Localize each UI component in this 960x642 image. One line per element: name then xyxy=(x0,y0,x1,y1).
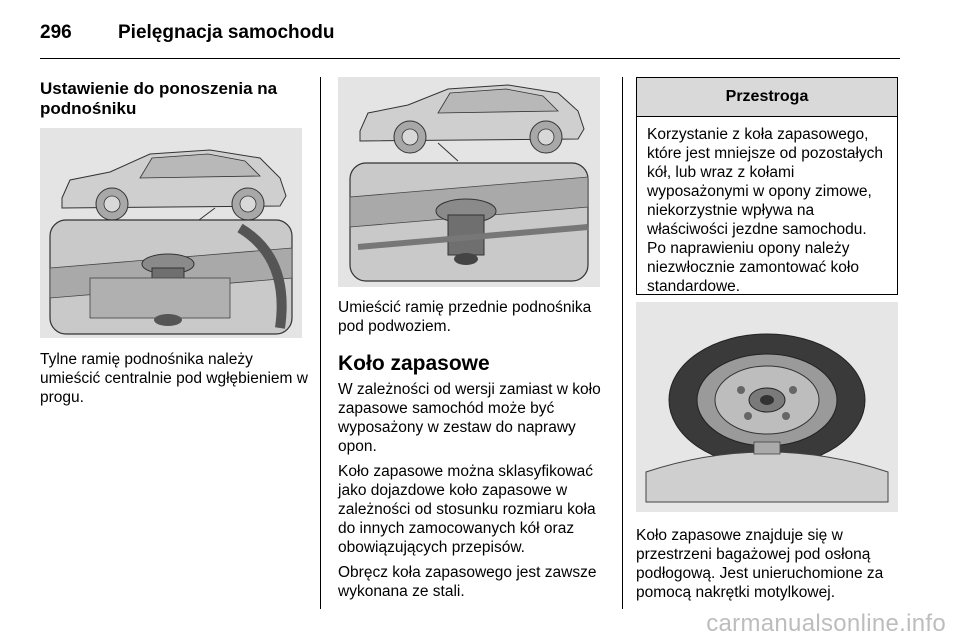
page-number: 296 xyxy=(40,22,72,43)
spare-wheel-location-caption: Koło zapasowe znajduje się w przestrzeni bagażowej pod osłoną podłogową. Jest unieruchomione za pomocą nakrętki motylkowej. xyxy=(636,527,884,601)
car-lift-front-figure xyxy=(338,77,600,287)
spare-wheel-figure xyxy=(636,302,898,512)
column-divider-1 xyxy=(320,77,321,609)
rear-lift-caption: Tylne ramię podnośnika należy umieścić centralnie pod wgłębieniem w progu. xyxy=(40,351,308,406)
chapter-title: Pielęgnacja samochodu xyxy=(118,22,335,43)
spare-wheel-para-1: W zależności od wersji zamiast w koło zapasowe samochód może być wyposażony w zestaw do naprawy opon. xyxy=(338,381,601,455)
caution-text: Korzystanie z koła zapasowego, które jest mniejsze od pozostałych kół, lub wraz z kołami wyposażonymi w opony zimowe, niekorzystnie wpływa na właściwości jezdne samochodu. Po naprawieniu opony należy niezwłocznie zamontować koło standardowe. xyxy=(647,126,884,295)
car-lift-rear-figure xyxy=(40,128,302,338)
page-header xyxy=(40,14,900,59)
left-caption xyxy=(40,350,310,407)
column-divider-2 xyxy=(622,77,623,609)
spare-wheel-para-2: Koło zapasowe można sklasyfikować jako dojazdowe koło zapasowe w zależności od stosunku rozmiaru koła do innych zamocowanych kół oraz obowiązujących przepisów. xyxy=(338,463,596,556)
spare-wheel-heading: Koło zapasowe xyxy=(338,352,490,375)
left-column xyxy=(40,79,308,119)
section-title: Ustawienie do ponoszenia na podnośniku xyxy=(40,79,278,118)
caution-box xyxy=(636,77,898,295)
middle-column xyxy=(338,298,610,601)
watermark: carmanualsonline.info xyxy=(706,610,946,637)
spare-wheel-para-3: Obręcz koła zapasowego jest zawsze wykonana ze stali. xyxy=(338,564,597,600)
front-lift-caption: Umieścić ramię przednie podnośnika pod podwoziem. xyxy=(338,299,592,335)
caution-title: Przestroga xyxy=(637,78,897,117)
right-caption xyxy=(636,526,902,602)
